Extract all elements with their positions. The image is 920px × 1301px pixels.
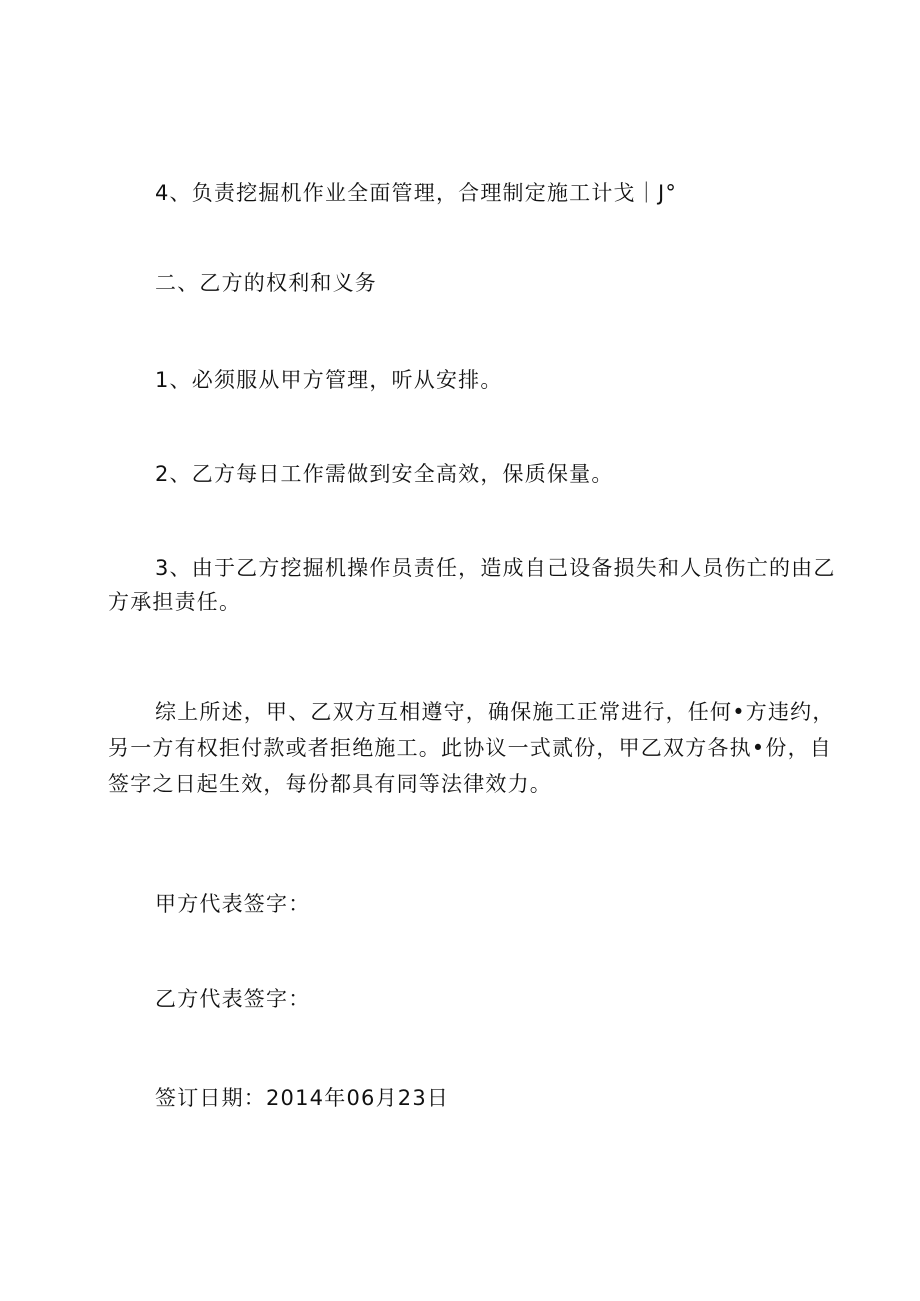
- contract-item-b3: [108, 551, 836, 619]
- party-a-signature-line: [108, 887, 814, 921]
- contract-summary-line3: 签字之日起生效，每份都具有同等法律效力。: [108, 772, 552, 796]
- section-heading-text: 二、乙方的权利和义务: [155, 271, 377, 295]
- section-heading-party-b-rights: [108, 266, 814, 300]
- party-b-signature-label: 乙方代表签字：: [155, 987, 311, 1011]
- party-b-signature-line: [108, 982, 814, 1016]
- contract-item-a4-text: 4、负责挖掘机作业全面管理，合理制定施工计戈｜J°: [155, 181, 678, 205]
- contract-summary-line2: 另一方有权拒付款或者拒绝施工。此协议一式贰份，甲乙双方各执•份，自: [108, 736, 832, 760]
- contract-item-a4: [108, 176, 814, 210]
- contract-summary-paragraph: [108, 694, 835, 802]
- contract-item-b3-line2: 方承担责任。: [108, 590, 242, 614]
- contract-item-b3-line1: 3、由于乙方挖掘机操作员责任，造成自己设备损失和人员伤亡的由乙: [155, 556, 836, 580]
- signing-date-line: [108, 1081, 814, 1115]
- contract-summary-line1: 综上所述，甲、乙双方互相遵守，确保施工正常进行，任何•方违约，: [155, 700, 835, 724]
- contract-item-b1: [108, 363, 814, 397]
- contract-item-b1-text: 1、必须服从甲方管理，听从安排。: [155, 368, 503, 392]
- signing-date-text: 签订日期：2014年06月23日: [155, 1086, 450, 1110]
- party-a-signature-label: 甲方代表签字：: [155, 892, 311, 916]
- contract-item-b2: [108, 457, 814, 491]
- contract-item-b2-text: 2、乙方每日工作需做到安全高效，保质保量。: [155, 462, 614, 486]
